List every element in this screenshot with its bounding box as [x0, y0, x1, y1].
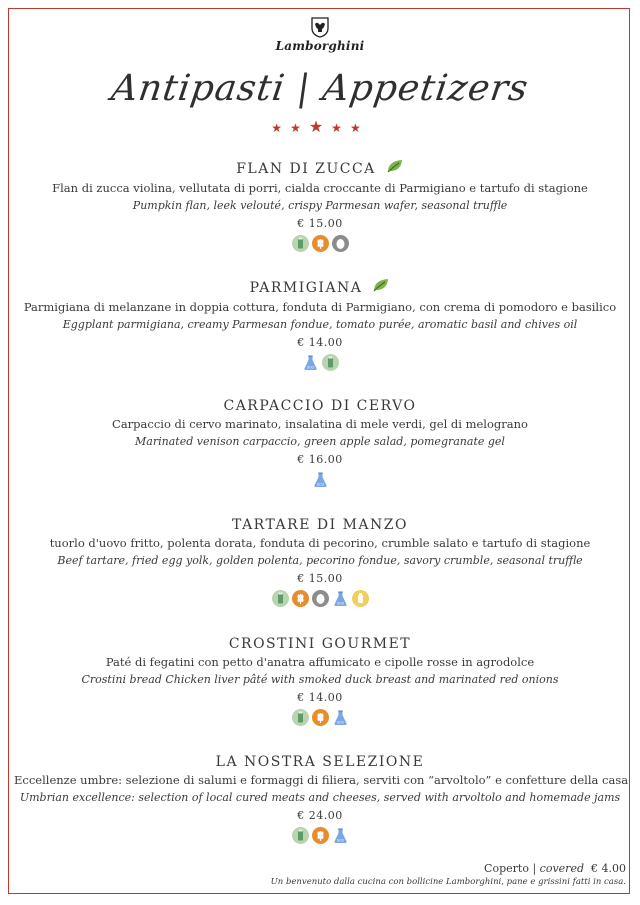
vegetarian-leaf-icon [372, 277, 390, 299]
star-icon: ★ [290, 121, 309, 135]
cover-label-en: covered [539, 862, 584, 875]
menu-item [14, 634, 626, 726]
mustard-icon [352, 590, 369, 607]
dish-description-it: tuorlo d'uovo fritto, polenta dorata, fonduta di pecorino, crumble salato e tartufo di stagione [49, 536, 591, 550]
egg-icon [332, 235, 349, 252]
dish-description-en: Pumpkin flan, leek velouté, crispy Parmesan wafer, seasonal truffle [132, 199, 508, 212]
star-icon: ★ [331, 121, 350, 135]
gluten-icon [312, 235, 329, 252]
dish-name-text: TARTARE DI MANZO [232, 517, 408, 533]
menu-item [14, 515, 626, 607]
allergen-icons [14, 827, 626, 844]
milk-icon [292, 709, 309, 726]
dish-name [14, 515, 626, 535]
sulphites-icon [332, 590, 349, 607]
dish-price: € 15.00 [297, 217, 343, 230]
dish-description-en: Crostini bread Chicken liver pâté with smoked duck breast and marinated red onions [81, 673, 559, 686]
sulphites-icon [332, 709, 349, 726]
dish-name-text: FLAN DI ZUCCA [236, 161, 376, 177]
allergen-icons [14, 709, 626, 726]
dish-description-en: Marinated venison carpaccio, green apple salad, pomegranate gel [135, 435, 505, 448]
cover-separator: | [532, 862, 537, 875]
allergen-icons [14, 354, 626, 371]
dish-name-text: PARMIGIANA [249, 280, 363, 296]
dish-name [14, 396, 626, 416]
star-icon: ★ [308, 117, 332, 136]
dish-description-it: Flan di zucca violina, vellutata di porri, cialda croccante di Parmigiano e tartufo di stagione [52, 181, 588, 195]
cover-price: € 4.00 [591, 862, 626, 875]
dish-price: € 15.00 [297, 572, 343, 585]
dish-description-it: Eccellenze umbre: selezione di salumi e formaggi di filiera, serviti con “arvoltolo” e confetture della casa [14, 773, 629, 787]
dish-description-en: Umbrian excellence: selection of local cured meats and cheeses, served with arvoltolo and homemade jams [19, 791, 621, 804]
milk-icon [272, 590, 289, 607]
dish-description-en: Beef tartare, fried egg yolk, golden polenta, pecorino fondue, savory crumble, seasonal truffle [57, 554, 583, 567]
star-icon: ★ [271, 121, 291, 135]
bull-shield-icon [310, 16, 330, 38]
allergen-icons [14, 471, 626, 488]
dish-price: € 16.00 [297, 453, 343, 466]
footnote: Un benvenuto dalla cucina con bollicine Lamborghini, pane e grissini fatti in casa. [270, 877, 626, 887]
menu-item [14, 752, 629, 844]
svg-text:SO2: SO2 [336, 720, 344, 725]
brand-name: Lamborghini [275, 39, 365, 53]
menu-item [14, 277, 626, 371]
dish-name [14, 158, 626, 180]
sulphites-icon [302, 354, 319, 371]
gluten-icon [292, 590, 309, 607]
star-icon: ★ [349, 121, 369, 135]
cover-charge [484, 862, 626, 875]
sulphites-icon [332, 827, 349, 844]
allergen-icons [14, 590, 626, 607]
sulphites-icon [312, 471, 329, 488]
decorative-stars [0, 117, 640, 136]
dish-description-it: Carpaccio di cervo marinato, insalatina di mele verdi, gel di melograno [112, 417, 528, 431]
dish-description-it: Paté di fegatini con petto d'anatra affumicato e cipolle rosse in agrodolce [105, 655, 535, 669]
dish-price: € 14.00 [297, 336, 343, 349]
milk-icon [292, 827, 309, 844]
dish-name [14, 752, 626, 772]
svg-text:SO2: SO2 [316, 482, 324, 487]
allergen-icons [14, 235, 626, 252]
gluten-icon [312, 827, 329, 844]
dish-description-en: Eggplant parmigiana, creamy Parmesan fondue, tomato purée, aromatic basil and chives oil [62, 318, 578, 331]
svg-text:SO2: SO2 [306, 365, 314, 370]
menu-item [14, 396, 626, 488]
cover-label-it: Coperto [484, 862, 529, 875]
milk-icon [322, 354, 339, 371]
svg-text:SO2: SO2 [336, 601, 344, 606]
dish-description-it: Parmigiana di melanzane in doppia cottura, fonduta di Parmigiano, con crema di pomodoro e basilico [23, 300, 617, 314]
dish-name-text: CROSTINI GOURMET [228, 636, 412, 652]
dish-name [14, 277, 626, 299]
milk-icon [292, 235, 309, 252]
page-title: Antipasti | Appetizers [108, 68, 532, 109]
gluten-icon [312, 709, 329, 726]
dish-price: € 24.00 [297, 809, 343, 822]
dish-name [14, 634, 626, 654]
svg-text:SO2: SO2 [336, 838, 344, 843]
logo [0, 16, 640, 53]
vegetarian-leaf-icon [386, 158, 404, 180]
menu-item [14, 158, 626, 252]
dish-name-text: LA NOSTRA SELEZIONE [215, 754, 425, 770]
egg-icon [312, 590, 329, 607]
dish-price: € 14.00 [297, 691, 343, 704]
dish-name-text: CARPACCIO DI CERVO [223, 398, 417, 414]
